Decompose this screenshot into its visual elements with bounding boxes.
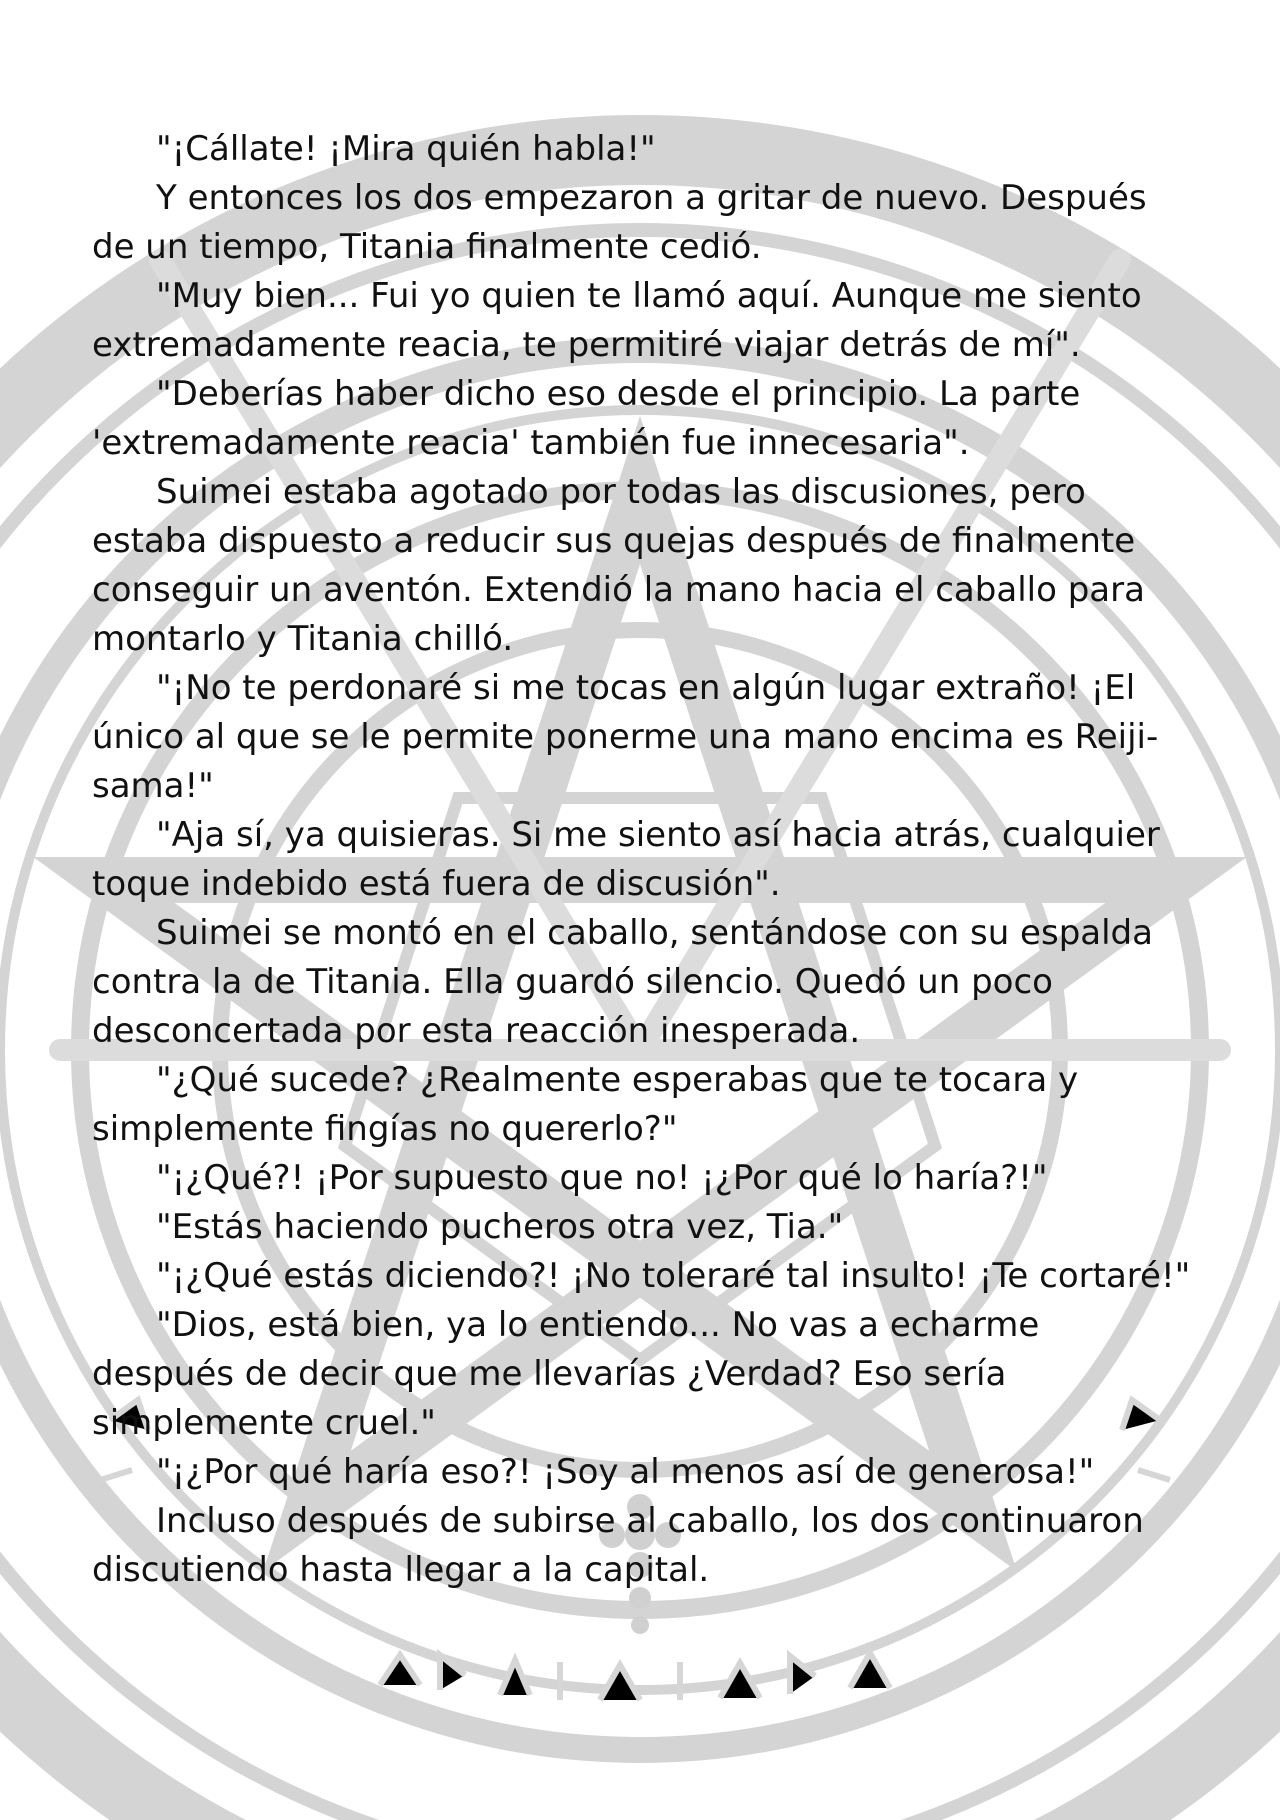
paragraph: "¿Qué sucede? ¿Realmente esperabas que te tocara y simplemente fingías no quererlo?"	[92, 1060, 1079, 1149]
paragraph: "Dios, está bien, ya lo entiendo... No vas a echarme después de decir que me llevarías ¿Verdad? Eso sería simplemente cruel."	[92, 1305, 1040, 1443]
paragraph: "¡Cállate! ¡Mira quién habla!"	[156, 129, 656, 169]
paragraph: "¡No te perdonaré si me tocas en algún lugar extraño! ¡El único al que se le permite ponerme una mano encima es Reiji-sama!"	[92, 668, 1159, 806]
paragraph: "¡¿Qué estás diciendo?! ¡No toleraré tal insulto! ¡Te cortaré!"	[156, 1256, 1191, 1296]
paragraph: "Estás haciendo pucheros otra vez, Tia."	[156, 1207, 844, 1247]
chapter-text	[92, 125, 1192, 1595]
paragraph: "Deberías haber dicho eso desde el principio. La parte 'extremadamente reacia' también fue innecesaria".	[92, 374, 1081, 463]
paragraph: "¡¿Por qué haría eso?! ¡Soy al menos así de generosa!"	[156, 1452, 1095, 1492]
paragraph: "Aja sí, ya quisieras. Si me siento así hacia atrás, cualquier toque indebido está fuera de discusión".	[92, 815, 1160, 904]
paragraph: Y entonces los dos empezaron a gritar de nuevo. Después de un tiempo, Titania finalmente cedió.	[92, 178, 1147, 267]
paragraph: Incluso después de subirse al caballo, los dos continuaron discutiendo hasta llegar a la capital.	[92, 1501, 1144, 1590]
paragraph: Suimei se montó en el caballo, sentándose con su espalda contra la de Titania. Ella guardó silencio. Quedó un poco desconcertada por esta reacción inesperada.	[92, 913, 1153, 1051]
paragraph: "¡¿Qué?! ¡Por supuesto que no! ¡¿Por qué lo haría?!"	[156, 1158, 1048, 1198]
paragraph: Suimei estaba agotado por todas las discusiones, pero estaba dispuesto a reducir sus quejas después de finalmente conseguir un aventón. Extendió la mano hacia el caballo para montarlo y Titania chilló.	[92, 472, 1145, 659]
paragraph: "Muy bien... Fui yo quien te llamó aquí. Aunque me siento extremadamente reacia, te permitiré viajar detrás de mí".	[92, 276, 1142, 365]
